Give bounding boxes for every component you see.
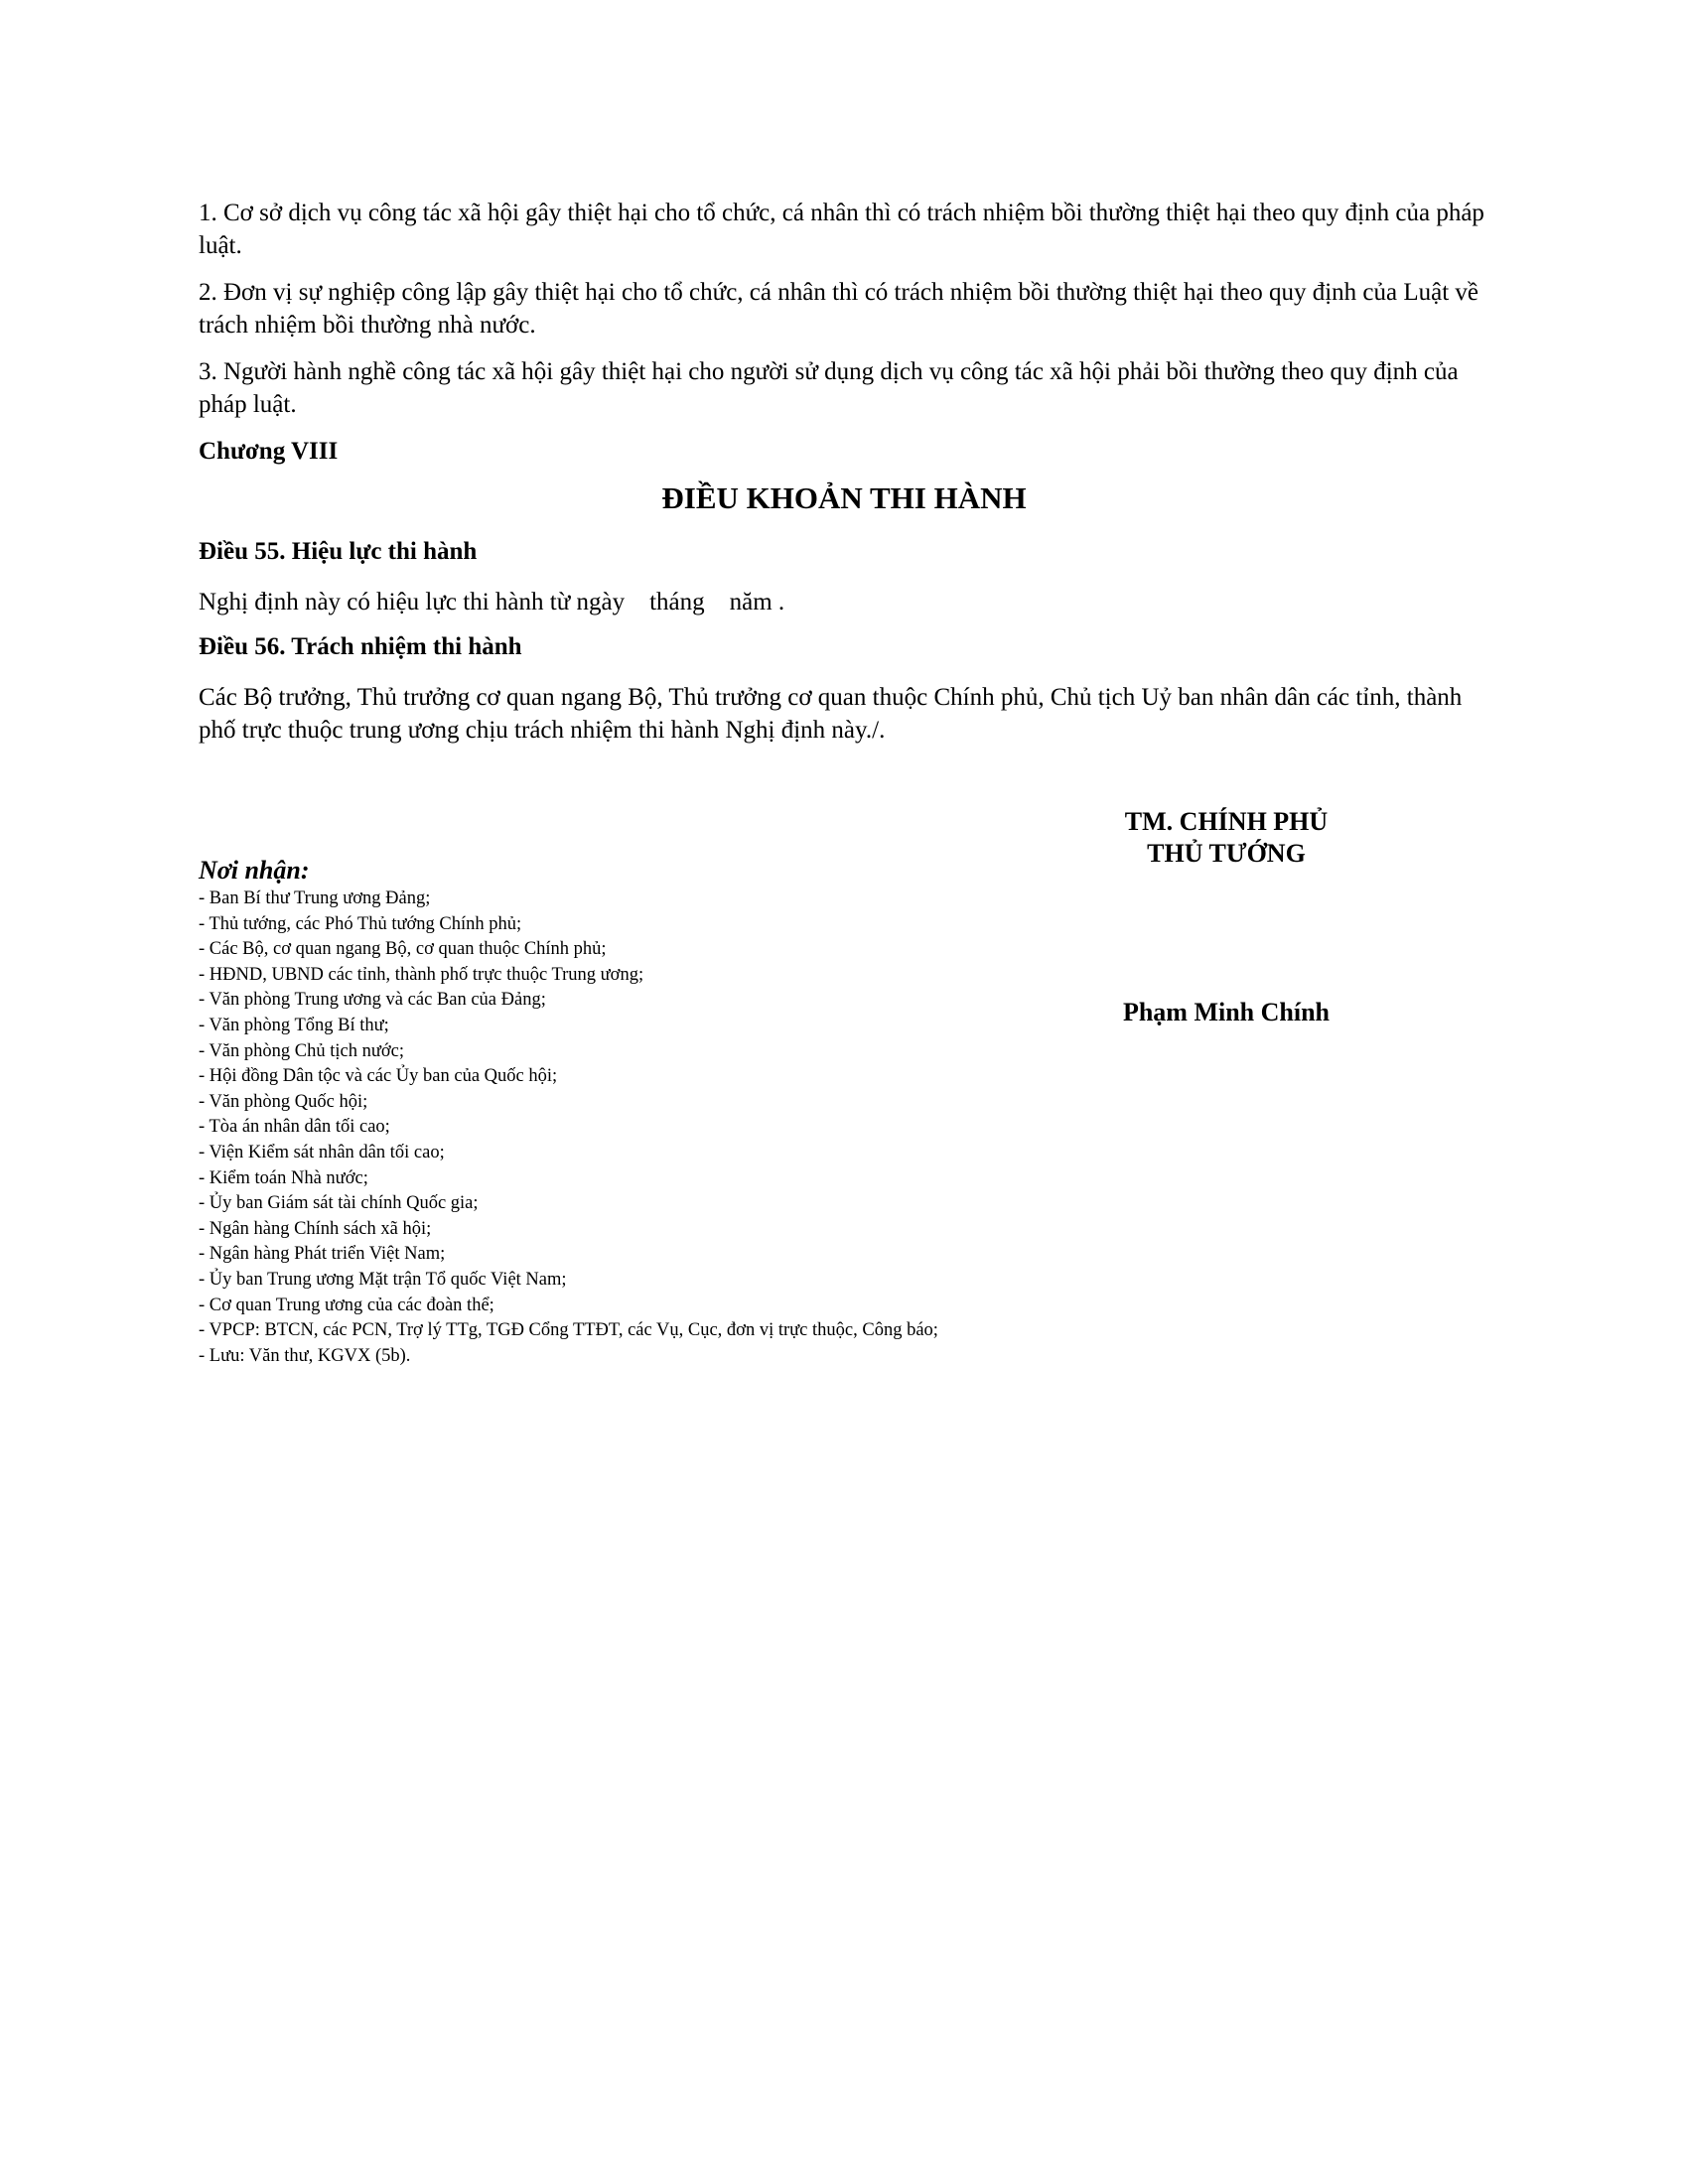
article-55-body: Nghị định này có hiệu lực thi hành từ ngày tháng năm .: [199, 589, 785, 615]
chapter-label: Chương VIII: [199, 438, 339, 465]
recipient-item: - HĐND, UBND các tỉnh, thành phố trực thuộc Trung ương;: [199, 964, 644, 985]
recipient-item: - Kiểm toán Nhà nước;: [199, 1167, 368, 1188]
clause-1: 1. Cơ sở dịch vụ công tác xã hội gây thiệt hại cho tổ chức, cá nhân thì có trách nhiệm bồi thường thiệt hại theo quy định của pháp luật.: [199, 200, 1484, 259]
clause-3: 3. Người hành nghề công tác xã hội gây thiệt hại cho người sử dụng dịch vụ công tác xã hội phải bồi thường theo quy định của pháp luật.: [199, 358, 1459, 418]
clause-2: 2. Đơn vị sự nghiệp công lập gây thiệt hại cho tổ chức, cá nhân thì có trách nhiệm bồi thường thiệt hại theo quy định của Luật về trách nhiệm bồi thường nhà nước.: [199, 279, 1478, 339]
article-56-body: Các Bộ trưởng, Thủ trưởng cơ quan ngang Bộ, Thủ trưởng cơ quan thuộc Chính phủ, Chủ tịch Uỷ ban nhân dân các tỉnh, thành phố trực thuộc trung ương chịu trách nhiệm thi hành Nghị định này./.: [199, 684, 1463, 744]
recipients-list: [199, 887, 953, 1369]
article-55-heading: Điều 55. Hiệu lực thi hành: [199, 538, 478, 565]
recipient-item: - Ban Bí thư Trung ương Đảng;: [199, 888, 431, 908]
signature-title: THỦ TƯỚNG: [1147, 839, 1306, 868]
recipient-item: - Văn phòng Quốc hội;: [199, 1091, 368, 1112]
recipient-item: - Các Bộ, cơ quan ngang Bộ, cơ quan thuộc Chính phủ;: [199, 939, 607, 960]
recipient-item: - Cơ quan Trung ương của các đoàn thể;: [199, 1295, 494, 1315]
recipient-item: - Tòa án nhân dân tối cao;: [199, 1117, 390, 1138]
signature-block: [1082, 806, 1370, 870]
signer-name: Phạm Minh Chính: [1122, 998, 1331, 1026]
recipient-item: - Ủy ban Trung ương Mặt trận Tổ quốc Việt Nam;: [199, 1269, 567, 1290]
recipient-item: - Ủy ban Giám sát tài chính Quốc gia;: [199, 1193, 479, 1214]
article-56-heading: Điều 56. Trách nhiệm thi hành: [199, 633, 522, 660]
recipient-item: - Hội đồng Dân tộc và các Ủy ban của Quốc hội;: [199, 1066, 558, 1087]
recipient-item: - Văn phòng Tổng Bí thư;: [199, 1015, 389, 1035]
recipients-title: Nơi nhận:: [199, 856, 310, 885]
recipient-item: - Viện Kiểm sát nhân dân tối cao;: [199, 1142, 445, 1162]
recipient-item: - Ngân hàng Chính sách xã hội;: [199, 1218, 432, 1239]
recipient-item: - Thủ tướng, các Phó Thủ tướng Chính phủ;: [199, 913, 522, 934]
chapter-title: ĐIỀU KHOẢN THI HÀNH: [661, 480, 1027, 515]
recipient-item: - Văn phòng Trung ương và các Ban của Đảng;: [199, 990, 546, 1011]
signature-org: TM. CHÍNH PHỦ: [1124, 807, 1329, 836]
recipient-item: - Ngân hàng Phát triển Việt Nam;: [199, 1244, 446, 1265]
recipient-item: - Văn phòng Chủ tịch nước;: [199, 1040, 405, 1061]
recipient-item: - VPCP: BTCN, các PCN, Trợ lý TTg, TGĐ Cổng TTĐT, các Vụ, Cục, đơn vị trực thuộc, Công báo;: [199, 1320, 938, 1341]
recipient-item: - Lưu: Văn thư, KGVX (5b).: [199, 1345, 411, 1366]
